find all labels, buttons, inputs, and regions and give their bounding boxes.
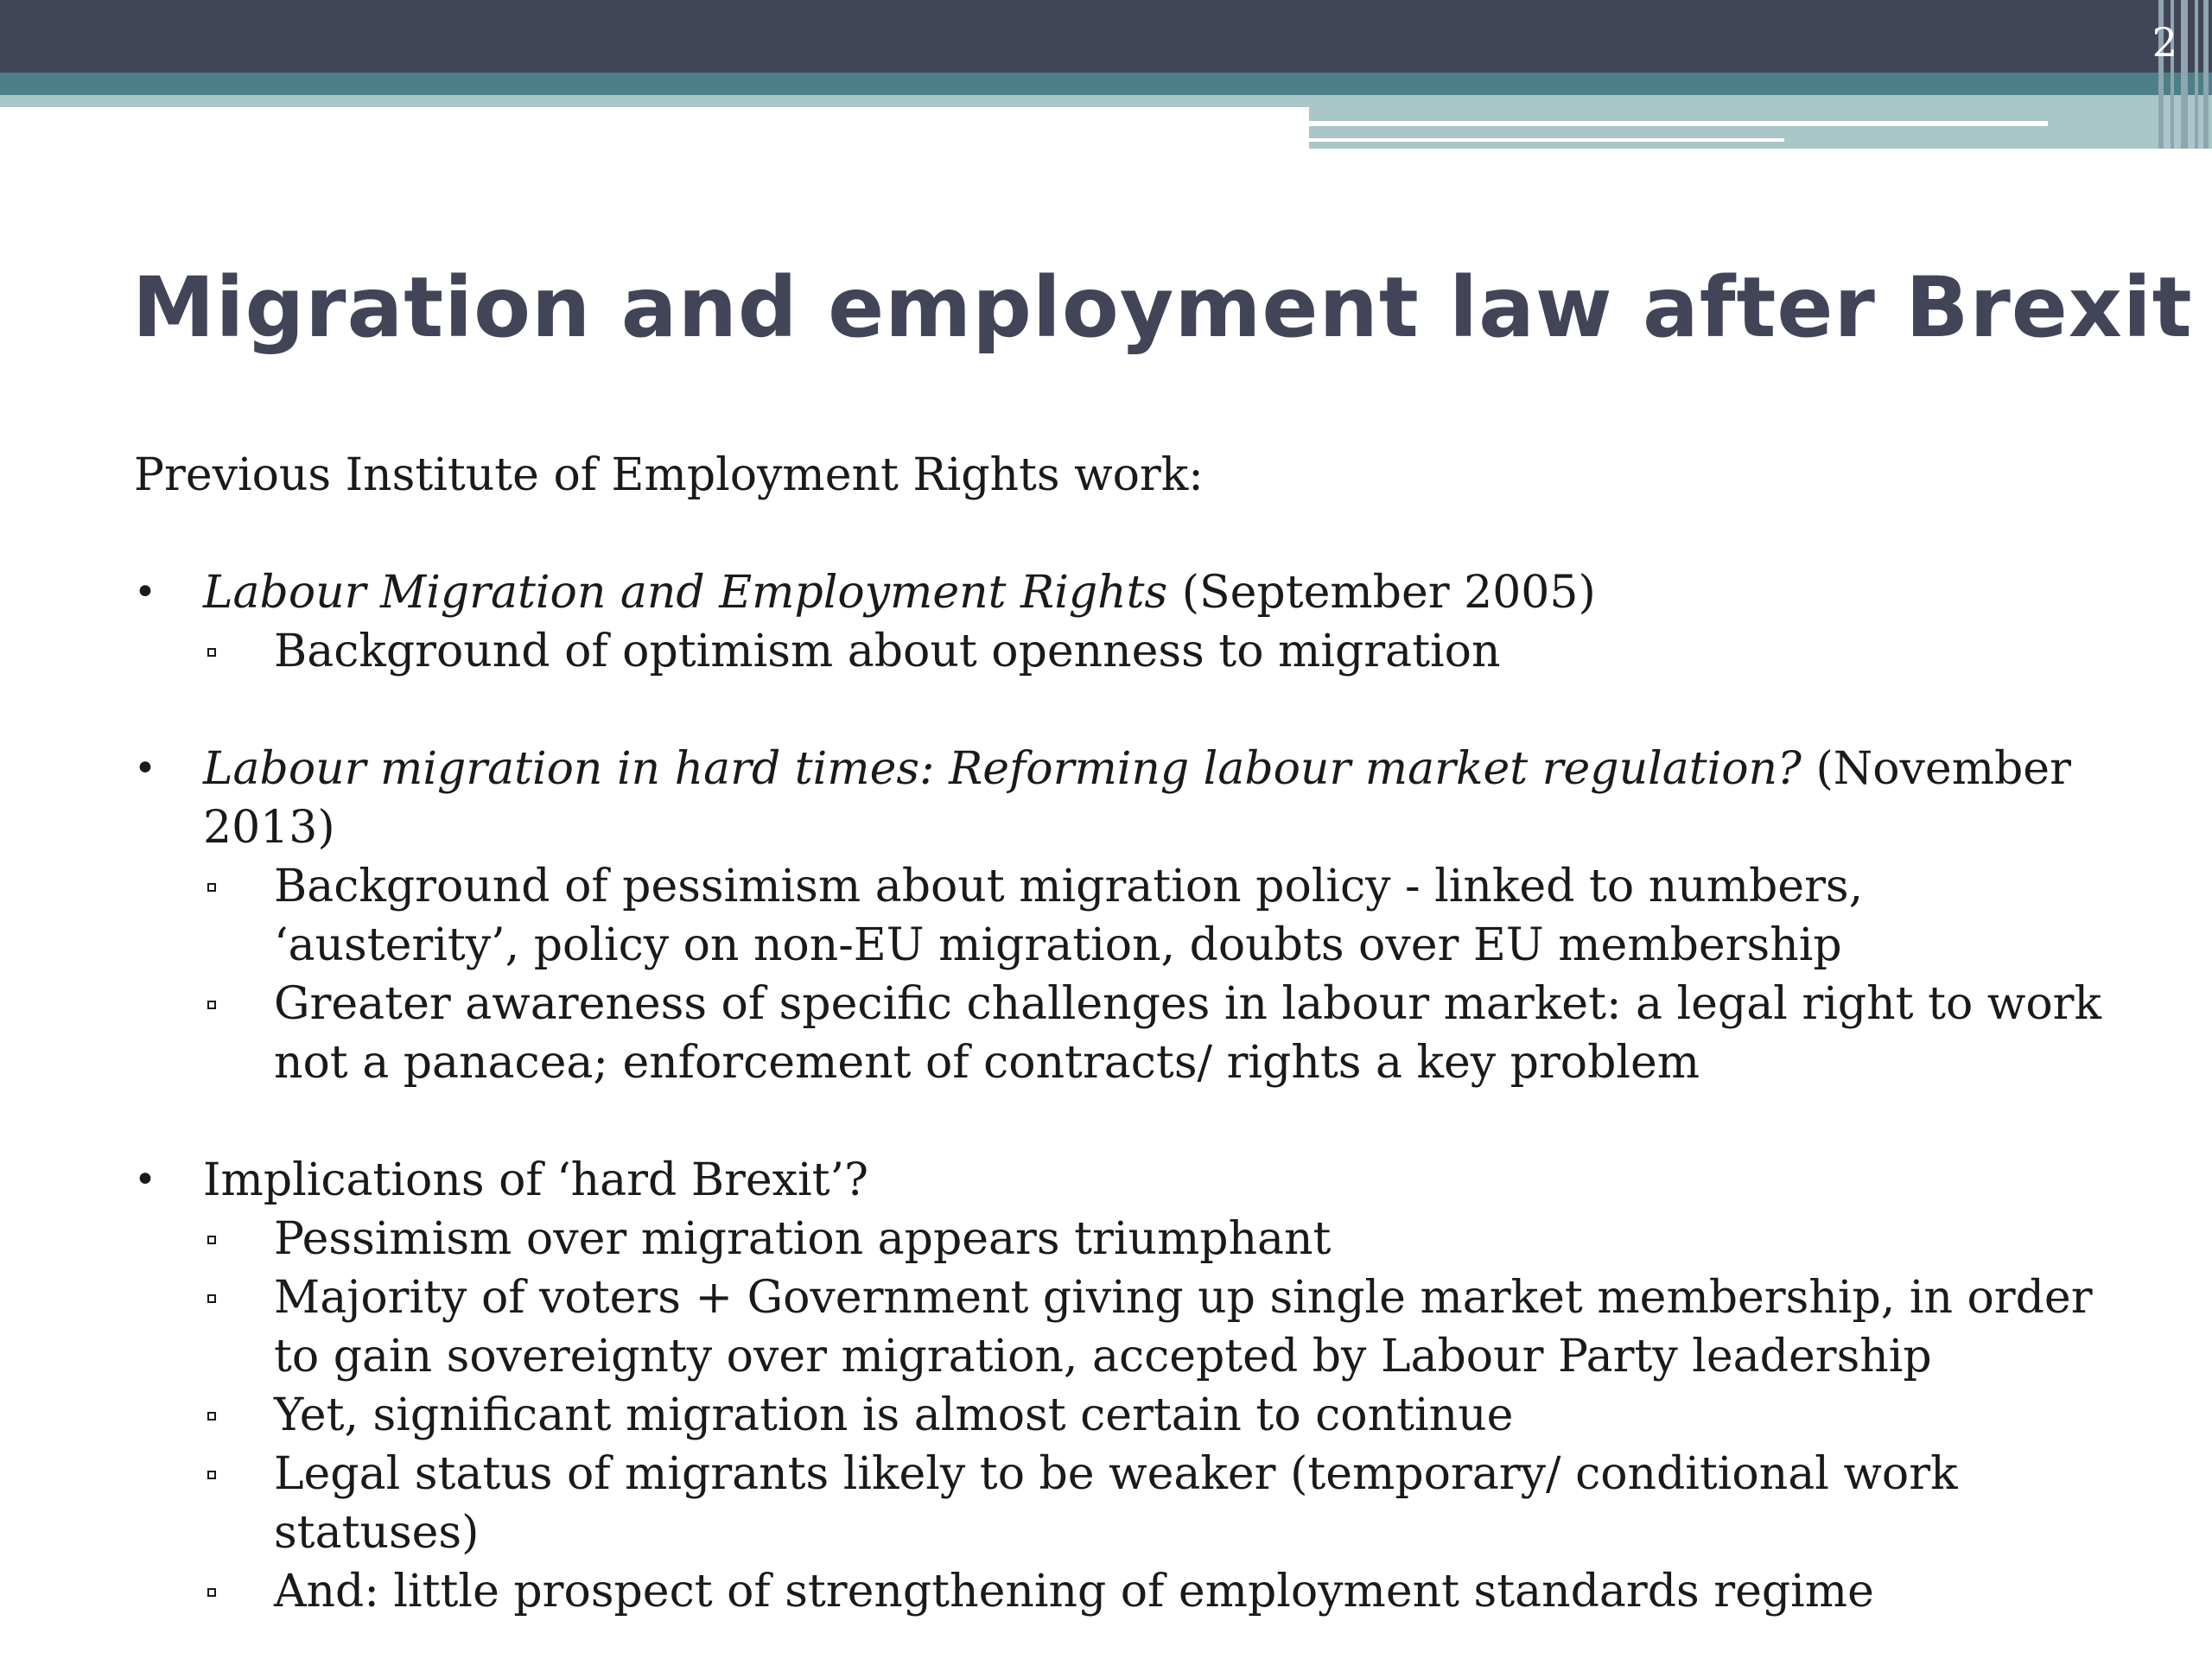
square-bullet-icon <box>207 1471 216 1479</box>
bullet-dot-icon: • <box>134 1158 156 1202</box>
slide-number: 2 <box>2152 19 2177 66</box>
header-cut <box>0 107 1309 156</box>
sub-bullet-text: Greater awareness of specific challenges in labour market: a legal right to work not a panacea; enforcement of contracts/ rights a key problem <box>274 978 2102 1089</box>
bullet-text: Implications of ‘hard Brexit’? <box>203 1154 868 1206</box>
header-dark-bar <box>0 0 2212 73</box>
header-light-bar <box>0 95 1309 107</box>
sub-bullet-text: Majority of voters + Government giving up single market membership, in order to gain sovereignty over migration, accepted by Labour Party leadership <box>274 1272 2093 1382</box>
bullet-dot-icon: • <box>134 570 156 614</box>
square-bullet-icon <box>207 1236 216 1244</box>
sub-bullet-text: And: little prospect of strengthening of employment standards regime <box>274 1566 1874 1618</box>
sub-bullet-item <box>134 622 2121 681</box>
bullet-item <box>134 740 2121 857</box>
sub-bullet-item <box>134 1445 2121 1562</box>
header-line <box>1309 138 1784 142</box>
publication-title: Labour Migration and Employment Rights <box>203 567 1168 619</box>
square-bullet-icon <box>207 1294 216 1303</box>
sub-bullet-text: Background of optimism about openness to migration <box>274 626 1501 677</box>
square-bullet-icon <box>207 1412 216 1421</box>
slide-title: Migration and employment law after Brexit <box>132 259 2193 356</box>
sub-bullet-item <box>134 975 2121 1092</box>
bullet-item <box>134 563 2121 622</box>
sub-bullet-text: Yet, significant migration is almost certain to continue <box>274 1389 1514 1441</box>
slide-body <box>134 446 2121 1621</box>
sub-bullet-item <box>134 1210 2121 1268</box>
sub-bullet-text: Background of pessimism about migration policy - linked to numbers, ‘austerity’, policy on non-EU migration, doubts over EU membership <box>274 861 1864 971</box>
sub-bullet-item <box>134 1562 2121 1621</box>
square-bullet-icon <box>207 1001 216 1009</box>
square-bullet-icon <box>207 1588 216 1597</box>
square-bullet-icon <box>207 648 216 657</box>
sub-bullet-item <box>134 1268 2121 1386</box>
bullet-dot-icon: • <box>134 747 156 791</box>
publication-date: (November 2013) <box>203 743 2071 854</box>
sub-bullet-item <box>134 857 2121 975</box>
square-bullet-icon <box>207 883 216 892</box>
sub-bullet-item <box>134 1386 2121 1445</box>
publication-date: (September 2005) <box>1167 567 1596 619</box>
bullet-item <box>134 1151 2121 1210</box>
header-line <box>1309 121 2048 126</box>
intro-text: Previous Institute of Employment Rights work: <box>134 449 1204 501</box>
sub-bullet-text: Legal status of migrants likely to be weaker (temporary/ conditional work statuses) <box>274 1448 1958 1559</box>
sub-bullet-text: Pessimism over migration appears triumphant <box>274 1213 1332 1265</box>
publication-title: Labour migration in hard times: Reforming labour market regulation? <box>203 743 1802 795</box>
